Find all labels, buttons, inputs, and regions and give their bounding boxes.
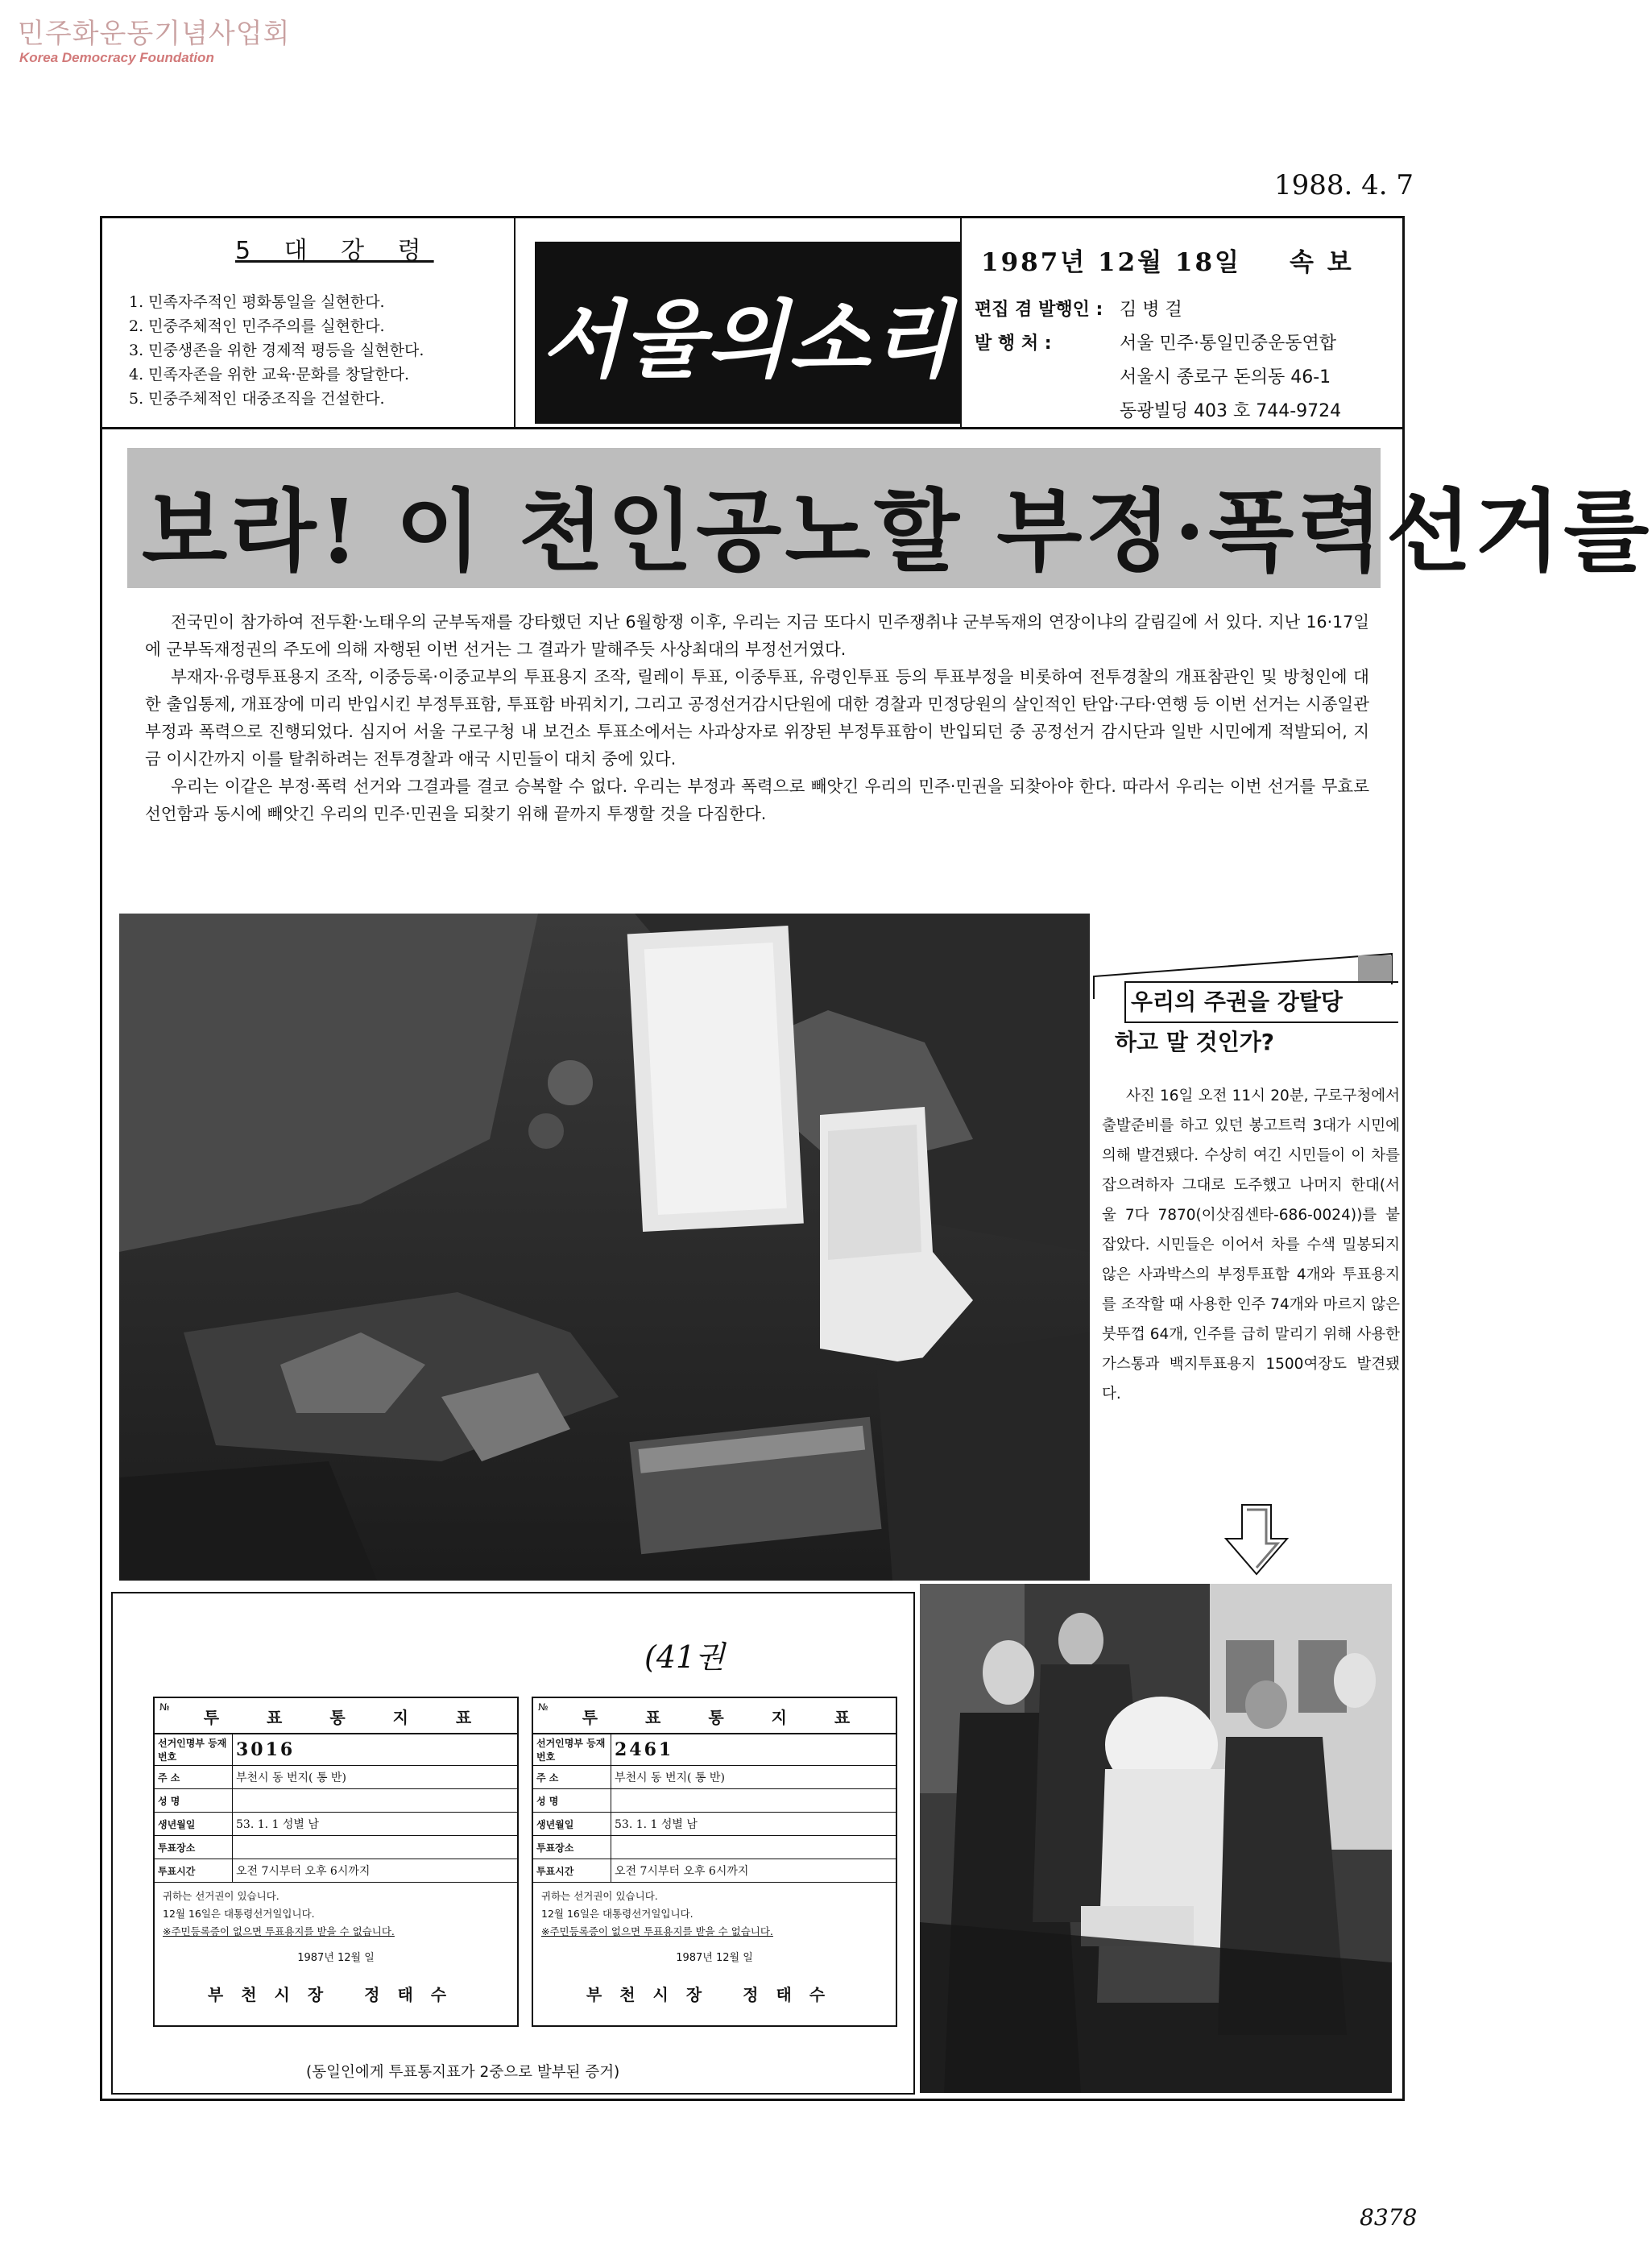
ballot-row [155, 1836, 517, 1859]
ballot-number-label: № [159, 1701, 170, 1713]
ballot-field-label: 성 명 [155, 1789, 233, 1813]
issue-line [981, 242, 1354, 278]
ballot-date: 1987년 12월 일 [676, 1952, 753, 1964]
ballot-note: 귀하는 선거권이 있습니다. [163, 1890, 279, 1902]
ballot-field-value [611, 1836, 896, 1859]
sidebar-body: 사진 16일 오전 11시 20분, 구로구청에서 출발준비를 하고 있던 봉고트럭 3대가 시민에 의해 발견됐다. 수상히 여긴 시민들이 이 차를 잡으려하자 그대로 도주했고 나머지 한대(서울 7다 7870(이삿짐센타-686-0024))를 붙잡았다. 시민들은 이어서 차를 수색 밀봉되지 않은 사과박스의 부정투표함 4개와 투표용지를 조작할 때 사용한 인주 74개와 마르지 않은 붓뚜껍 64개, 인주를 급히 말리기 위해 사용한 가스통과 백지투표용지 1500여장도 발견됐다. [1102, 1088, 1400, 1403]
platform-item: 5. 민중주체적인 대중조직을 건설한다. [129, 390, 385, 408]
page-number: 8378 [1360, 2204, 1418, 2231]
ballot-date: 1987년 12월 일 [297, 1952, 375, 1964]
ballot-field-label: 주 소 [155, 1766, 233, 1789]
ballot-row [533, 1813, 896, 1836]
ballot-caption: (동일인에게 투표통지표가 2중으로 발부된 증거) [306, 2064, 620, 2081]
article-body [145, 608, 1369, 827]
ballot-row [155, 1859, 517, 1883]
ballot-title: 투 표 통 지 표 [155, 1698, 517, 1734]
sidebar-headline-line1: 우리의 주권을 강탈당 [1124, 981, 1398, 1023]
ballot-row [533, 1766, 896, 1789]
ballot-mayor: 부천시장 정태수 [586, 1985, 843, 2004]
ballot-notes [533, 1883, 896, 1946]
publisher-info [975, 293, 1341, 429]
ballot-field-label: 성 명 [533, 1789, 611, 1813]
ballot-field-label: 투표장소 [155, 1836, 233, 1859]
ballot-notice-1 [153, 1697, 519, 2027]
crowd-photo-illustration [920, 1584, 1392, 2093]
ballot-number-label: № [538, 1701, 549, 1713]
platform-title: 5 대 강 령 [235, 237, 434, 265]
ballot-field-label: 투표시간 [533, 1859, 611, 1883]
platform-item: 1. 민족자주적인 평화통일을 실현한다. [129, 293, 385, 311]
issue-type: 속 보 [1289, 248, 1354, 277]
ballot-field-value [233, 1789, 518, 1813]
platform-list [129, 290, 424, 411]
headline: 보라! 이 천인공노할 부정·폭력선거를 [142, 479, 1652, 583]
ballot-field-value: 3016 [233, 1734, 518, 1766]
article-paragraph: 우리는 이같은 부정·폭력 선거와 그결과를 결코 승복할 수 없다. 우리는 부정과 폭력으로 빼앗긴 우리의 민주·민권을 되찾아야 한다. 따라서 우리는 이번 선거를 무효로 선언함과 동시에 빼앗긴 우리의 민주·민권을 되찾기 위해 끝까지 투쟁할 것을 다짐한다. [145, 777, 1369, 823]
ballot-field-value: 2461 [611, 1734, 896, 1766]
watermark-english: Korea Democracy Foundation [19, 50, 214, 65]
ballot-note: 12월 16일은 대통령선거일입니다. [163, 1908, 315, 1920]
ballot-field-label: 주 소 [533, 1766, 611, 1789]
handwritten-note: (41권 [644, 1639, 725, 1675]
headline-banner [127, 448, 1652, 588]
ballot-field-value: 오전 7시부터 오후 6시까지 [233, 1859, 518, 1883]
ballot-note: 12월 16일은 대통령선거일입니다. [541, 1908, 694, 1920]
ballot-title-row [155, 1698, 517, 1734]
ballot-field-value: 53. 1. 1 성별 남 [233, 1813, 518, 1836]
editor-label: 편집 겸 발행인 : [975, 300, 1103, 320]
ballot-field-label: 생년월일 [155, 1813, 233, 1836]
ballot-row [533, 1836, 896, 1859]
ballot-title-row [533, 1698, 896, 1734]
address-line-2: 동광빌딩 403 호 744-9724 [1120, 401, 1342, 421]
ballot-notice-2 [532, 1697, 897, 2027]
ballot-field-label: 생년월일 [533, 1813, 611, 1836]
ballot-note: ※주민등록증이 없으면 투표용지를 받을 수 없습니다. [163, 1925, 395, 1937]
header-divider-v2 [960, 216, 962, 429]
ballot-row [533, 1789, 896, 1813]
ballot-field-value [233, 1836, 518, 1859]
ballot-table [155, 1734, 517, 1883]
ballot-field-label: 선거인명부 등재번호 [533, 1734, 611, 1766]
ballot-notes [155, 1883, 517, 1946]
address-line-1: 서울시 종로구 돈의동 46-1 [1120, 367, 1331, 387]
sidebar-headline [1092, 981, 1398, 1062]
ballot-row [533, 1734, 896, 1766]
archive-date: 1988. 4. 7 [1274, 169, 1414, 201]
ballot-field-label: 투표장소 [533, 1836, 611, 1859]
issue-date: 1987년 12월 18일 [981, 248, 1241, 277]
ballot-mayor: 부천시장 정태수 [207, 1985, 465, 2004]
publisher-label: 발 행 처 : [975, 334, 1052, 354]
masthead-title: 서울의소리 [540, 290, 954, 389]
ballot-field-value: 53. 1. 1 성별 남 [611, 1813, 896, 1836]
ballot-field-label: 투표시간 [155, 1859, 233, 1883]
down-arrow-icon [1224, 1503, 1289, 1576]
header-divider-v1 [514, 216, 515, 429]
ballot-title: 투 표 통 지 표 [533, 1698, 896, 1734]
crowd-photo [920, 1584, 1392, 2093]
platform-item: 4. 민족자존을 위한 교육·문화를 창달한다. [129, 366, 410, 383]
watermark-korean: 민주화운동기념사업회 [18, 18, 291, 50]
ballot-row [155, 1734, 517, 1766]
sidebar-headline-line2: 하고 말 것인가? [1115, 1029, 1275, 1055]
platform-item: 2. 민중주체적인 민주주의를 실현한다. [129, 317, 385, 335]
ballot-row [155, 1789, 517, 1813]
ballot-note: ※주민등록증이 없으면 투표용지를 받을 수 없습니다. [541, 1925, 773, 1937]
ballot-note: 귀하는 선거권이 있습니다. [541, 1890, 658, 1902]
ballot-field-value: 부천시 동 번지( 통 반) [233, 1766, 518, 1789]
article-paragraph: 부재자·유령투표용지 조작, 이중등록·이중교부의 투표용지 조작, 릴레이 투표, 이중투표, 유령인투표 등의 투표부정을 비롯하여 전투경찰의 개표참관인 및 방청인에 대한 출입통제, 개표장에 미리 반입시킨 부정투표함, 투표함 바꿔치기, 그리고 공정선거감시단원에 대한 경찰과 민정당원의 살인적인 탄압·구타·연행 등 이번 선거는 시종일관 부정과 폭력으로 진행되었다. 심지어 서울 구로구청 내 보건소 투표소에서는 사과상자로 위장된 부정투표함이 반입되던 중 공정선거 감시단과 일반 시민에게 적발되어, 지금 이시간까지 이를 탈취하려는 전투경찰과 애국 시민들이 대치 중에 있다. [145, 667, 1369, 769]
ballot-field-value: 부천시 동 번지( 통 반) [611, 1766, 896, 1789]
main-photo [119, 914, 1090, 1581]
publisher-name: 서울 민주·통일민중운동연합 [1120, 334, 1337, 354]
ballot-table [533, 1734, 896, 1883]
ballot-row [155, 1813, 517, 1836]
ballot-field-value [611, 1789, 896, 1813]
ballot-field-label: 선거인명부 등재번호 [155, 1734, 233, 1766]
ballot-row [533, 1859, 896, 1883]
platform-item: 3. 민중생존을 위한 경제적 평등을 실현한다. [129, 342, 424, 359]
ballot-field-value: 오전 7시부터 오후 6시까지 [611, 1859, 896, 1883]
masthead [535, 242, 960, 424]
ballot-row [155, 1766, 517, 1789]
editor-name: 김 병 걸 [1120, 300, 1182, 320]
article-paragraph: 전국민이 참가하여 전두환·노태우의 군부독재를 강타했던 지난 6월항쟁 이후, 우리는 지금 또다시 민주쟁취냐 군부독재의 연장이냐의 갈림길에 서 있다. 지난 16·17일에 군부독재정권의 주도에 의해 자행된 이번 선거는 그 결과가 말해주듯 사상최대의 부정선거였다. [145, 612, 1369, 659]
main-photo-illustration [119, 914, 1090, 1581]
